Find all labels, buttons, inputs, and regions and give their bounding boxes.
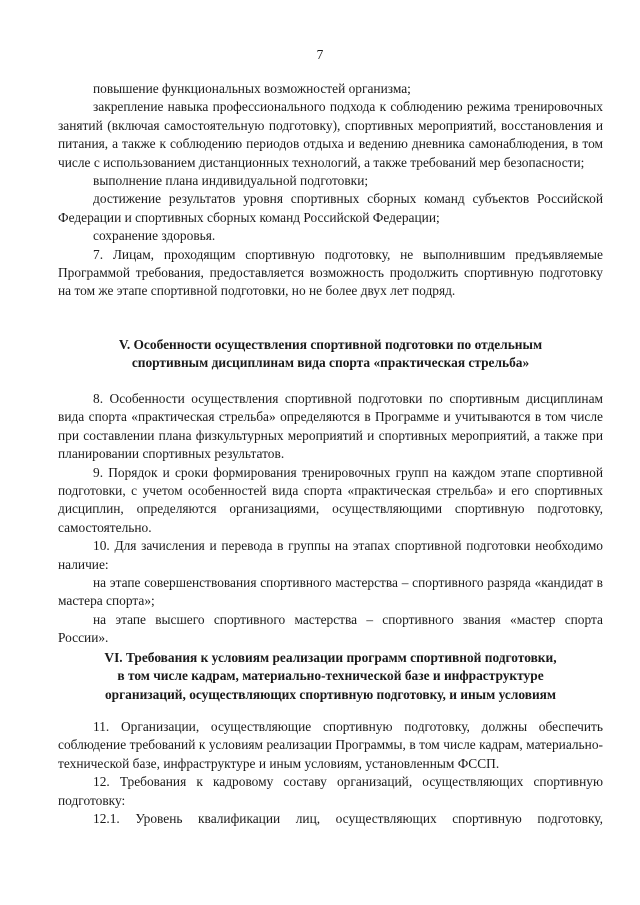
paragraph: достижение результатов уровня спортивных сборных команд субъектов Российской Федерации и спортивных сборных команд Российской Федерации; — [58, 191, 603, 225]
heading-line: в том числе кадрам, материально-технической базе и инфраструктуре — [117, 668, 544, 684]
paragraph: повышение функциональных возможностей организма; — [93, 81, 411, 96]
section-5-heading — [58, 336, 603, 373]
paragraph: выполнение плана индивидуальной подготовки; — [93, 173, 369, 189]
page-number: 7 — [316, 47, 324, 62]
section-6-heading — [58, 649, 603, 704]
paragraph: на этапе высшего спортивного мастерства – спортивного звания «мастер спорта России». — [58, 611, 603, 646]
top-text-block — [58, 80, 603, 301]
section-6-body — [58, 718, 603, 828]
paragraph: сохранение здоровья. — [93, 228, 216, 244]
heading-line: V. Особенности осуществления спортивной подготовки по отдельным — [118, 337, 543, 352]
heading-line: организаций, осуществляющих спортивную подготовку, и иным условиям — [104, 686, 557, 702]
paragraph: 11. Организации, осуществляющие спортивную подготовку, должны обеспечить соблюдение требований к условиям реализации Программы, в том числе кадрам, материально-технической базе, инфраструктуре и иным условиям, установленным ФССП. — [58, 719, 603, 771]
paragraph: 12.1. Уровень квалификации лиц, осуществляющих спортивную подготовку, — [93, 811, 603, 827]
paragraph: на этапе совершенствования спортивного мастерства – спортивного разряда «кандидат в мастера спорта»; — [58, 575, 603, 609]
section-5-body — [58, 390, 603, 648]
paragraph: 7. Лицам, проходящим спортивную подготовку, не выполнившим предъявляемые Программой требования, предоставляется возможность продолжить спортивную подготовку на том же этапе спортивной подготовки, но не более двух лет подряд. — [58, 246, 603, 299]
paragraph: 9. Порядок и сроки формирования тренировочных групп на каждом этапе спортивной подготовки, с учетом особенностей вида спорта «практическая стрельба» и его спортивных дисциплин, определяются организациями, осуществляющими спортивную подготовку, самостоятельно. — [58, 464, 603, 535]
heading-line: спортивным дисциплинам вида спорта «практическая стрельба» — [131, 355, 530, 371]
paragraph: закрепление навыка профессионального подхода к соблюдению режима тренировочных занятий (включая самостоятельную подготовку), спортивных мероприятий, восстановления и питания, а также к соблюдению периодов отдыха и ведению дневника самонаблюдения, в том числе с использованием дистанционных технологий, а также требований мер безопасности; — [58, 99, 603, 170]
paragraph: 8. Особенности осуществления спортивной подготовки по спортивным дисциплинам вида спорта «практическая стрельба» определяются в Программе и учитываются в том числе при составлении плана физкультурных мероприятий и спортивных мероприятий, а также при планировании спортивных результатов. — [58, 391, 603, 462]
paragraph: 12. Требования к кадровому составу организаций, осуществляющих спортивную подготовку: — [58, 774, 603, 808]
heading-line: VI. Требования к условиям реализации программ спортивной подготовки, — [104, 650, 557, 665]
paragraph: 10. Для зачисления и перевода в группы на этапах спортивной подготовки необходимо наличие: — [58, 538, 603, 572]
